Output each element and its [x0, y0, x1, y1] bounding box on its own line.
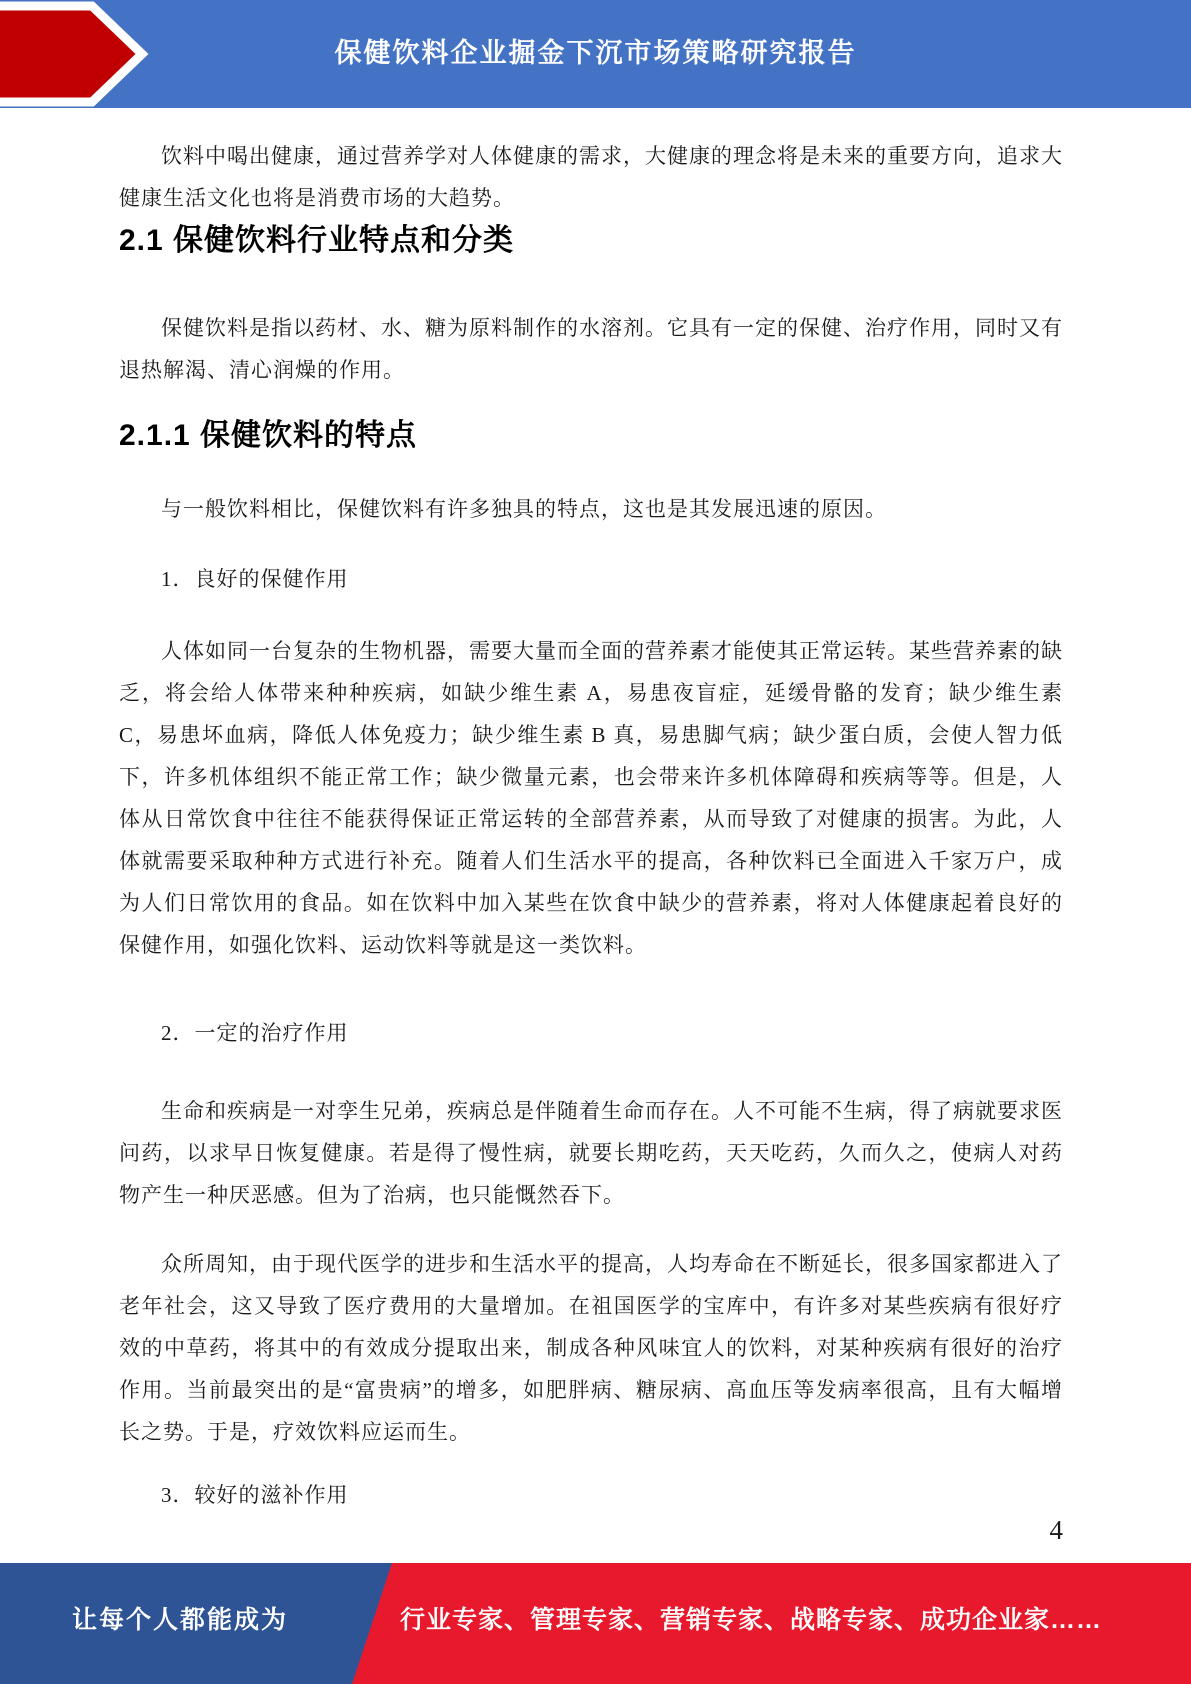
footer-slogan-left: 让每个人都能成为	[71, 1606, 288, 1634]
paragraph-intro: 饮料中喝出健康，通过营养学对人体健康的需求，大健康的理念将是未来的重要方向，追求大健康生活文化也将是消费市场的大趋势。	[119, 144, 1063, 210]
paragraph-definition: 保健饮料是指以药材、水、糖为原料制作的水溶剂。它具有一定的保健、治疗作用，同时又有退热解渴、清心润燥的作用。	[119, 316, 1063, 382]
list-item-1-label: 1．良好的保健作用	[161, 567, 349, 591]
page-footer	[0, 1563, 1191, 1684]
heading-section-2-1-1: 2.1.1 保健饮料的特点	[119, 419, 418, 452]
paragraph-treatment-2: 众所周知，由于现代医学的进步和生活水平的提高，人均寿命在不断延长，很多国家都进入了老年社会，这又导致了医疗费用的大量增加。在祖国医学的宝库中，有许多对某些疾病有很好疗效的中草药，将其中的有效成分提取出来，制成各种风味宜人的饮料，对某种疾病有很好的治疗作用。当前最突出的是“富贵病”的增多，如肥胖病、糖尿病、高血压等发病率很高，且有大幅增长之势。于是，疗效饮料应运而生。	[119, 1252, 1063, 1444]
heading-section-2-1: 2.1 保健饮料行业特点和分类	[119, 224, 515, 257]
paragraph-health-function: 人体如同一台复杂的生物机器，需要大量而全面的营养素才能使其正常运转。某些营养素的缺乏，将会给人体带来种种疾病，如缺少维生素 A，易患夜盲症，延缓骨骼的发育；缺少维生素 C，易患坏血病，降低人体免疫力；缺少维生素 B 真，易患脚气病；缺少蛋白质，会使人智力低下，许多机体组织不能正常工作；缺少微量元素，也会带来许多机体障碍和疾病等等。但是，人体从日常饮食中往往不能获得保证正常运转的全部营养素，从而导致了对健康的损害。为此，人体就需要采取种种方式进行补充。随着人们生活水平的提高，各种饮料已全面进入千家万户，成为人们日常饮用的食品。如在饮料中加入某些在饮食中缺少的营养素，将对人体健康起着良好的保健作用，如强化饮料、运动饮料等就是这一类饮料。	[119, 639, 1063, 957]
footer-slogan-right: 行业专家、管理专家、营销专家、战略专家、成功企业家……	[400, 1606, 1103, 1634]
list-item-2-label: 2．一定的治疗作用	[161, 1021, 349, 1045]
page-header	[0, 0, 1191, 108]
page-number: 4	[1049, 1515, 1063, 1545]
report-title: 保健饮料企业掘金下沉市场策略研究报告	[334, 37, 857, 68]
paragraph-lead: 与一般饮料相比，保健饮料有许多独具的特点，这也是其发展迅速的原因。	[161, 497, 887, 521]
paragraph-treatment-1: 生命和疾病是一对孪生兄弟，疾病总是伴随着生命而存在。人不可能不生病，得了病就要求医问药，以求早日恢复健康。若是得了慢性病，就要长期吃药，天天吃药，久而久之，使病人对药物产生一种厌恶感。但为了治病，也只能慨然吞下。	[119, 1099, 1063, 1207]
list-item-3-label: 3．较好的滋补作用	[161, 1483, 349, 1507]
